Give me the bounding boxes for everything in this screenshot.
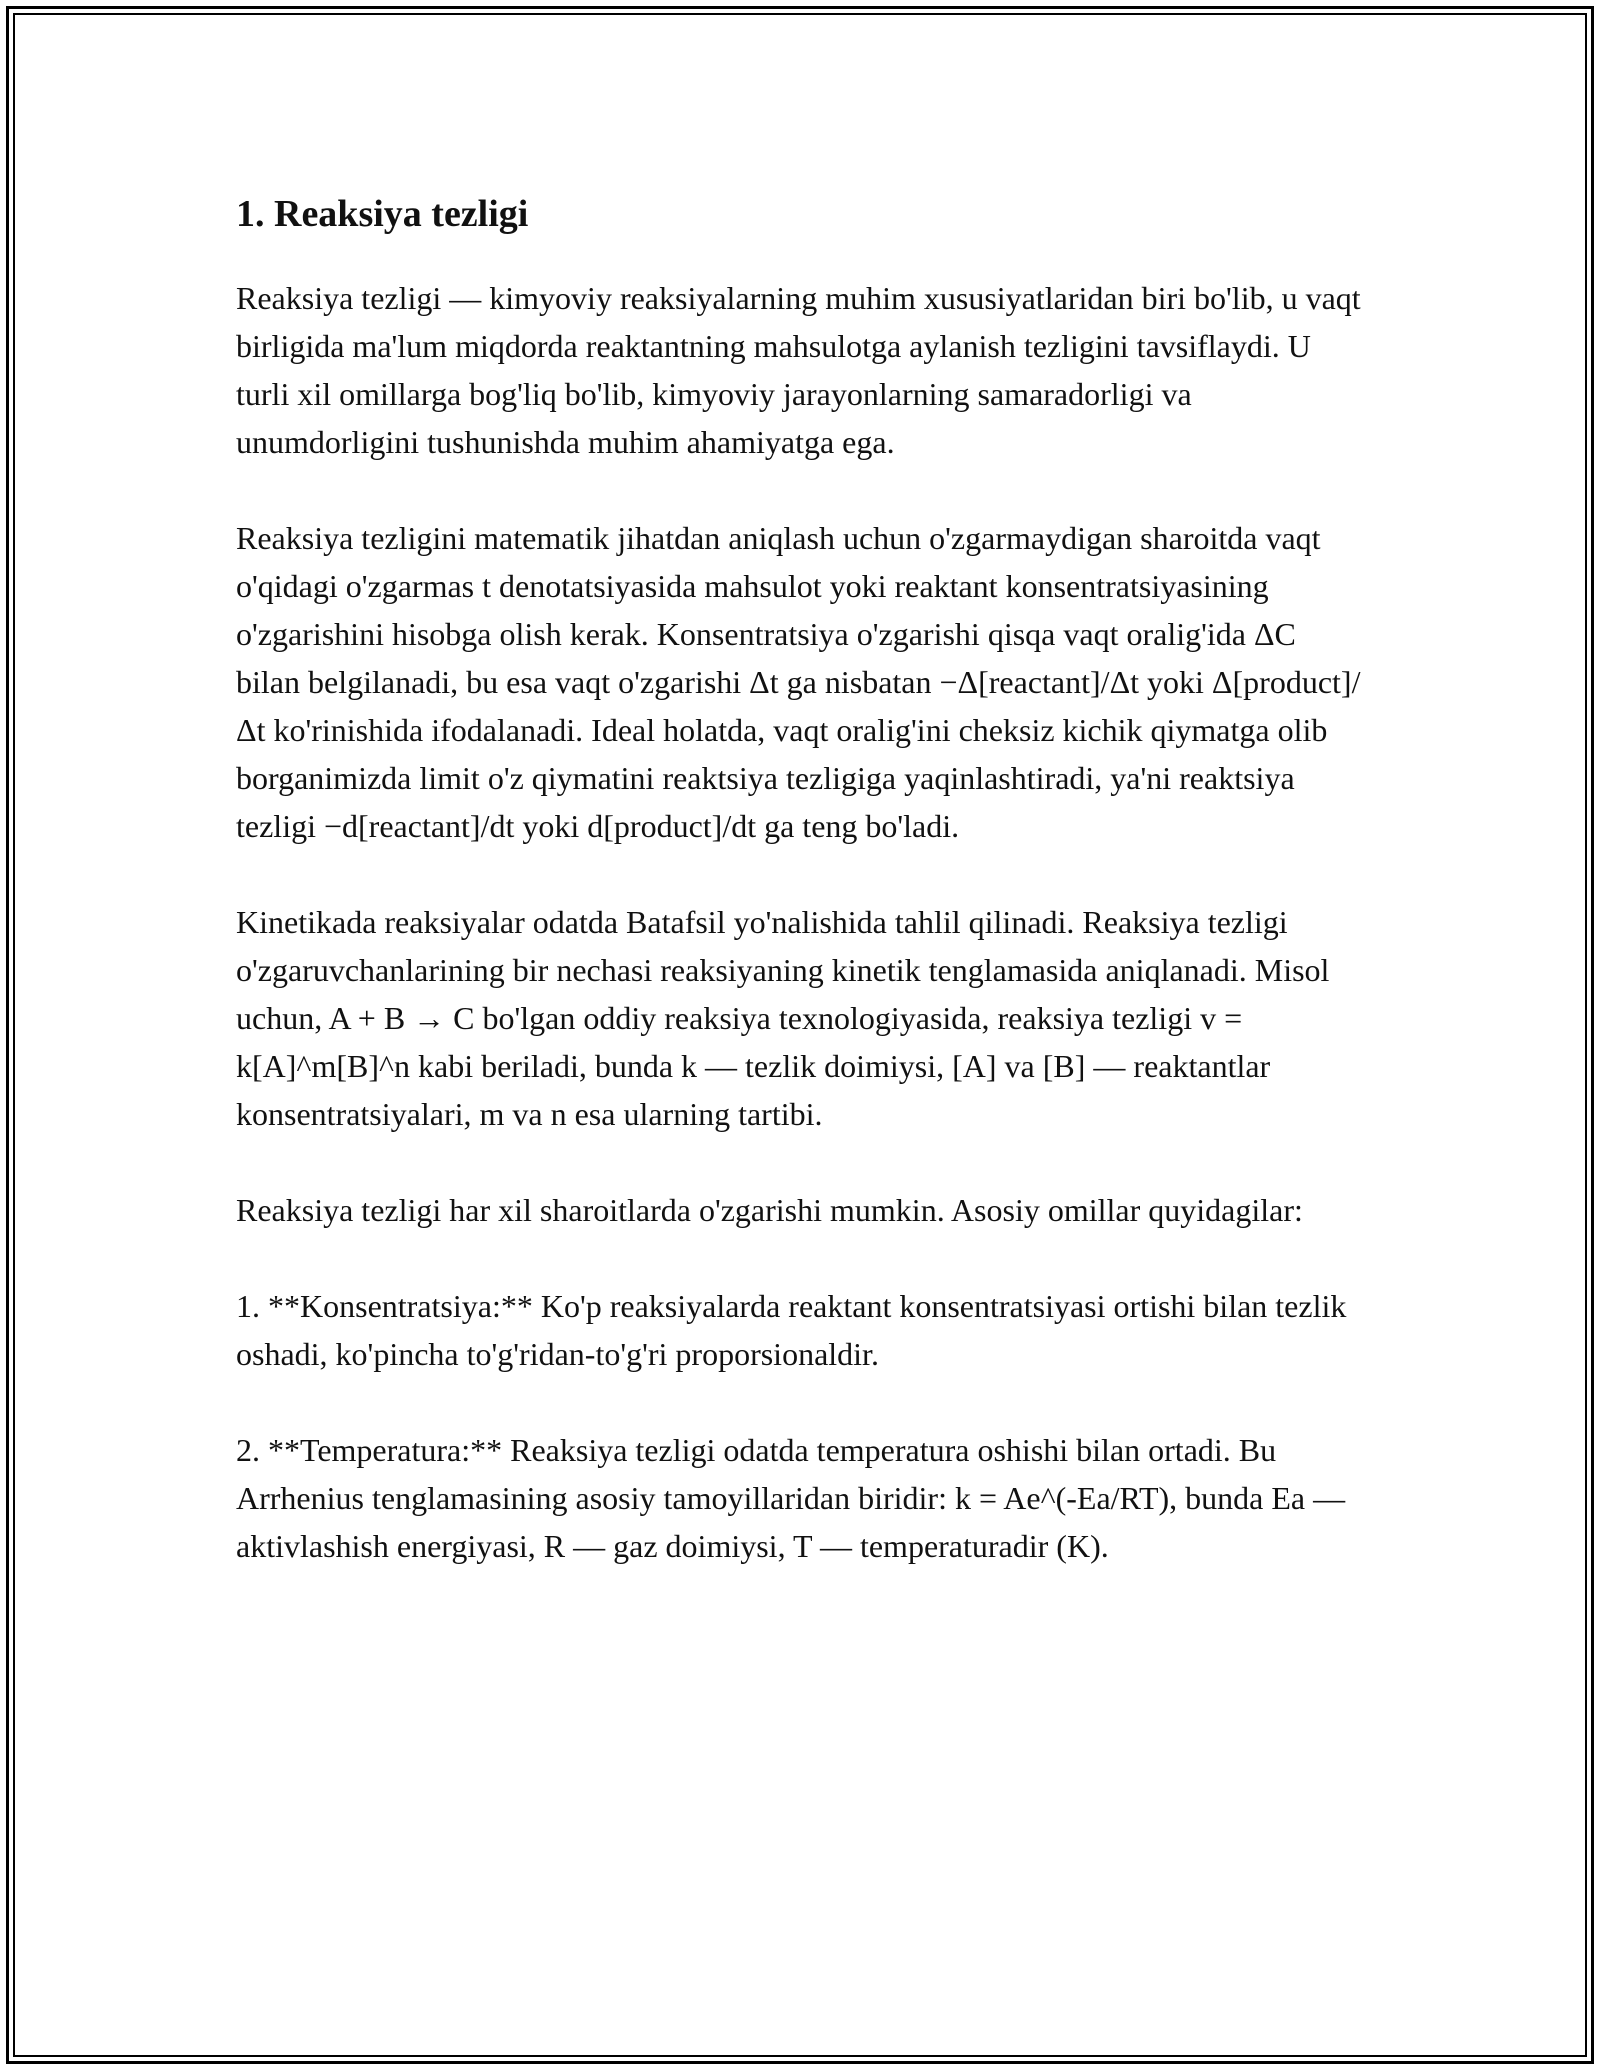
document-body — [236, 186, 1366, 1570]
section-heading: 1. Reaksiya tezligi — [236, 193, 529, 235]
paragraph-kinetics: Kinetikada reaksiyalar odatda Batafsil yo'nalishida tahlil qilinadi. Reaksiya tezligi o'zgaruvchanlarining bir nechasi reaksiyaning kinetik tenglamasida aniqlanadi. Misol uchun, A + B → C bo'lgan oddiy reaksiya texnologiyasida, reaksiya tezligi v = k[A]^m[B]^n kabi beriladi, bunda k — tezlik doimiysi, [A] va [B] — reaktantlar konsentratsiyalari, m va n esa ularning tartibi. — [236, 904, 1330, 1132]
paragraph-factors-intro: Reaksiya tezligi har xil sharoitlarda o'zgarishi mumkin. Asosiy omillar quyidagilar: — [236, 1192, 1303, 1228]
list-item-concentration: 1. **Konsentratsiya:** Ko'p reaksiyalarda reaktant konsentratsiyasi ortishi bilan tezlik oshadi, ko'pincha to'g'ridan-to'g'ri proporsionaldir. — [236, 1288, 1347, 1372]
paragraph-definition: Reaksiya tezligi — kimyoviy reaksiyalarning muhim xususiyatlaridan biri bo'lib, u vaqt birligida ma'lum miqdorda reaktantning mahsulotga aylanish tezligini tavsiflaydi. U turli xil omillarga bog'liq bo'lib, kimyoviy jarayonlarning samaradorligi va unumdorligini tushunishda muhim ahamiyatga ega. — [236, 280, 1361, 460]
list-item-temperature: 2. **Temperatura:** Reaksiya tezligi odatda temperatura oshishi bilan ortadi. Bu Arrhenius tenglamasining asosiy tamoyillaridan biridir: k = Ae^(-Ea/RT), bunda Ea — aktivlashish energiyasi, R — gaz doimiysi, T — temperaturadir (K). — [236, 1432, 1346, 1564]
paragraph-math-definition: Reaksiya tezligini matematik jihatdan aniqlash uchun o'zgarmaydigan sharoitda vaqt o'qidagi o'zgarmas t denotatsiyasida mahsulot yoki reaktant konsentratsiyasining o'zgarishini hisobga olish kerak. Konsentratsiya o'zgarishi qisqa vaqt oralig'ida ΔC bilan belgilanadi, bu esa vaqt o'zgarishi Δt ga nisbatan −Δ[reactant]/Δt yoki Δ[product]/Δt ko'rinishida ifodalanadi. Ideal holatda, vaqt oralig'ini cheksiz kichik qiymatga olib borganimizda limit o'z qiymatini reaktsiya tezligiga yaqinlashtiradi, ya'ni reaktsiya tezligi −d[reactant]/dt yoki d[product]/dt ga teng bo'ladi. — [236, 520, 1361, 844]
